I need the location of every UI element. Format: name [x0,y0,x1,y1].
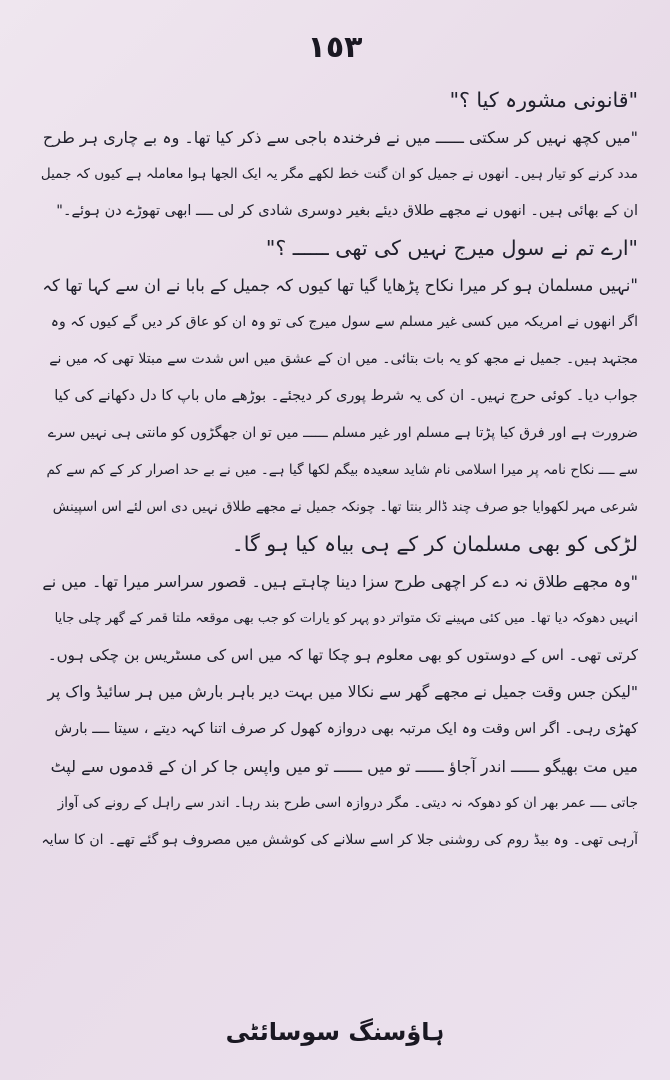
text-line: جواب دیا۔ کوئی حرج نہیں۔ ان کی یہ شرط پوری کر دیجئے۔ بوڑھے ماں باپ کا دل دکھانے کی کیا [54,388,638,404]
text-line: ضرورت ہے اور فرق کیا پڑتا ہے مسلم اور غیر مسلم ــــــ میں تو ان جھگڑوں کو مانتی ہی نہیں سرے [47,425,638,441]
text-line: اگر انھوں نے امریکہ میں کسی غیر مسلم سے سول میرج کی تو وہ ان کو عاق کر دیں گے کیوں کہ وہ [50,314,638,330]
text-line: کھڑی رہی۔ اگر اس وقت وہ ایک مرتبہ بھی دروازہ کھول کر صرف اتنا کہہ دیتے ، سیتا ــــ بارش [54,721,638,737]
text-line: میں مت بھیگو ــــــ اندر آجاؤ ــــــ تو میں ــــــ تو میں واپس جا کر ان کے قدموں سے لپٹ [50,757,638,776]
text-line: مجتہد ہیں۔ جمیل نے مجھ کو یہ بات بتائی۔ میں ان کے عشق میں اس شدت سے مبتلا تھی کہ میں نے [49,351,638,367]
text-line: آرہی تھی۔ وہ بیڈ روم کی روشنی جلا کر اسے سلانے کی کوشش میں مصروف ہو گئے تھے۔ ان کا سایہ [41,832,638,848]
text-line: شرعی مہر لکھوایا جو صرف چند ڈالر بنتا تھا۔ چونکہ جمیل نے مجھے طلاق نہیں دی اس لئے اس اسپینش [52,499,638,515]
text-line: ان کے بھائی ہیں۔ انھوں نے مجھے طلاق دیئے بغیر دوسری شادی کر لی ــــ ابھی تھوڑے دن ہوئے۔" [56,203,638,219]
text-line: "نہیں مسلمان ہو کر میرا نکاح پڑھایا گیا تھا کیوں کہ جمیل کے بابا نے ان سے کہا تھا کہ [42,276,638,295]
text-line: کرتی تھی۔ اس کے دوستوں کو بھی معلوم ہو چکا تھا کہ میں اس کی مسٹریس بن چکی ہوں۔ [47,646,638,664]
page-body [40,82,638,859]
text-line: انہیں دھوکہ دیا تھا۔ میں کئی مہینے تک متواتر دو پہر کو یارات کو جب بھی موقعہ ملتا قمر کے گھر چلی جایا [54,611,638,626]
page-footer: ہاؤسنگ سوسائٹی [225,1018,445,1046]
text-line: "ارے تم نے سول میرج نہیں کی تھی ــــــ ؟" [265,236,638,260]
text-line: جاتی ــــ عمر بھر ان کو دھوکہ نہ دیتی۔ مگر دروازہ اسی طرح بند رہا۔ اندر سے راہل کے رونے کی آواز [57,795,638,811]
text-line: سے ــــ نکاح نامہ پر میرا اسلامی نام شاید سعیدہ بیگم لکھا گیا ہے۔ میں نے بے حد اصرار کر کے کم سے کم [46,462,638,478]
text-line: "قانونی مشورہ کیا ؟" [449,88,638,112]
text-line: "وہ مجھے طلاق نہ دے کر اچھی طرح سزا دینا چاہتے ہیں۔ قصور سراسر میرا تھا۔ میں نے [42,572,638,591]
text-line: "میں کچھ نہیں کر سکتی ــــــ میں نے فرخندہ باجی سے ذکر کیا تھا۔ وہ بے چاری ہر طرح [42,128,638,147]
text-line: "لیکن جس وقت جمیل نے مجھے گھر سے نکالا میں بہت دیر باہر بارش میں ہر سائیڈ واک پر [47,683,638,701]
page-number: ١٥٣ [307,30,363,65]
text-line: مدد کرنے کو تیار ہیں۔ انھوں نے جمیل کو ان گنت خط لکھے مگر یہ ایک الجھا ہوا معاملہ ہے کیوں کہ جمیل [40,166,638,182]
text-line: لڑکی کو بھی مسلمان کر کے ہی بیاہ کیا ہو گا۔ [231,532,638,556]
